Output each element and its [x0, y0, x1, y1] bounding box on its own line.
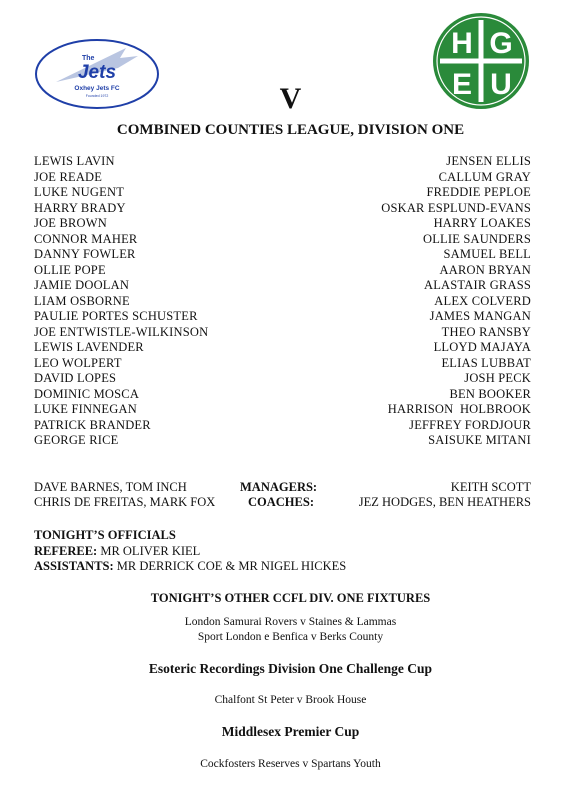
home-player: LUKE FINNEGAN [34, 402, 137, 416]
referee-label: REFEREE: [34, 543, 98, 558]
home-player: CONNOR MAHER [34, 231, 138, 246]
away-managers: KEITH SCOTT [450, 480, 531, 494]
away-player: ALASTAIR GRASS [423, 278, 531, 292]
away-player: FREDDIE PEPLOE [426, 185, 531, 199]
logo-founded-text: Founded 1972 [85, 94, 109, 98]
logo-letter-e: E [451, 68, 473, 101]
officials-block [34, 528, 346, 575]
away-player: BEN BOOKER [449, 386, 531, 401]
officials-heading: TONIGHT’S OFFICIALS [34, 528, 176, 542]
cup-fixture: Cockfosters Reserves v Spartans Youth [200, 758, 381, 770]
away-player: AARON BRYAN [439, 262, 531, 277]
home-coaches: CHRIS DE FREITAS, MARK FOX [34, 495, 216, 509]
home-player: GEORGE RICE [34, 433, 119, 447]
logo-club-text: Oxhey Jets FC [74, 85, 120, 92]
logo-jets-text: Jets [77, 62, 117, 83]
home-player: LEO WOLPERT [34, 355, 122, 370]
away-player: JAMES MANGAN [429, 309, 531, 323]
cup-title: Middlesex Premier Cup [221, 724, 360, 739]
fixtures-heading: TONIGHT’S OTHER CCFL DIV. ONE FIXTURES [150, 591, 431, 605]
fixture-line: London Samurai Rovers v Staines & Lammas [184, 616, 397, 628]
home-player: JAMIE DOOLAN [34, 278, 130, 292]
away-coaches: JEZ HODGES, BEN HEATHERS [358, 495, 531, 509]
fixture-line: Sport London e Benfica v Berks County [197, 631, 384, 643]
logo-letter-h: H [451, 27, 473, 60]
home-team-list [34, 154, 208, 449]
referee-name: MR OLIVER KIEL [97, 543, 201, 558]
home-player: DAVID LOPES [34, 371, 117, 385]
away-player: HARRISON HOLBROOK [387, 402, 531, 416]
away-team-list [381, 154, 531, 449]
cup-fixture: Chalfont St Peter v Brook House [214, 694, 367, 706]
logo-letter-g: G [489, 27, 513, 60]
home-player: DOMINIC MOSCA [34, 386, 140, 401]
managers-label: MANAGERS: [240, 480, 318, 494]
home-player: OLLIE POPE [34, 262, 106, 277]
home-player: LEWIS LAVENDER [34, 340, 144, 354]
home-player: JOE READE [34, 169, 103, 184]
assistants-label: ASSISTANTS: [34, 559, 114, 573]
away-player: ALEX COLVERD [434, 293, 531, 308]
home-player: LEWIS LAVIN [34, 154, 115, 168]
away-player: SAISUKE MITANI [428, 433, 531, 447]
away-player: ELIAS LUBBAT [441, 355, 531, 370]
away-player: THEO RANSBY [441, 324, 531, 339]
away-player: CALLUM GRAY [438, 169, 531, 184]
assistants-line [34, 559, 346, 575]
home-player: PATRICK BRANDER [34, 417, 151, 432]
home-player: HARRY BRADY [34, 200, 126, 215]
versus-text: V [279, 82, 302, 115]
home-player: JOE ENTWISTLE-WILKINSON [34, 324, 209, 339]
away-player: JOSH PECK [464, 371, 531, 385]
away-player: SAMUEL BELL [443, 247, 531, 261]
assistants-names: MR DERRICK COE & MR NIGEL HICKES [113, 559, 347, 573]
home-player: LUKE NUGENT [34, 185, 125, 199]
coaches-label: COACHES: [248, 495, 314, 509]
home-managers: DAVE BARNES, TOM INCH [34, 480, 187, 494]
away-player: JENSEN ELLIS [446, 154, 531, 168]
logo-letter-u: U [490, 68, 512, 101]
cup-title: Esoteric Recordings Division One Challenge Cup [148, 661, 433, 676]
home-player: JOE BROWN [34, 216, 107, 230]
away-player: OLLIE SAUNDERS [422, 231, 531, 246]
away-player: OSKAR ESPLUND-EVANS [381, 200, 531, 215]
away-player: JEFFREY FORDJOUR [409, 417, 531, 432]
referee-line [34, 544, 346, 560]
league-title: COMBINED COUNTIES LEAGUE, DIVISION ONE [116, 122, 465, 138]
home-player: DANNY FOWLER [34, 247, 136, 261]
home-player: LIAM OSBORNE [34, 293, 130, 308]
home-player: PAULIE PORTES SCHUSTER [34, 309, 198, 323]
away-player: LLOYD MAJAYA [433, 340, 531, 354]
logo-the-text: The [82, 55, 95, 62]
away-player: HARRY LOAKES [433, 216, 531, 230]
